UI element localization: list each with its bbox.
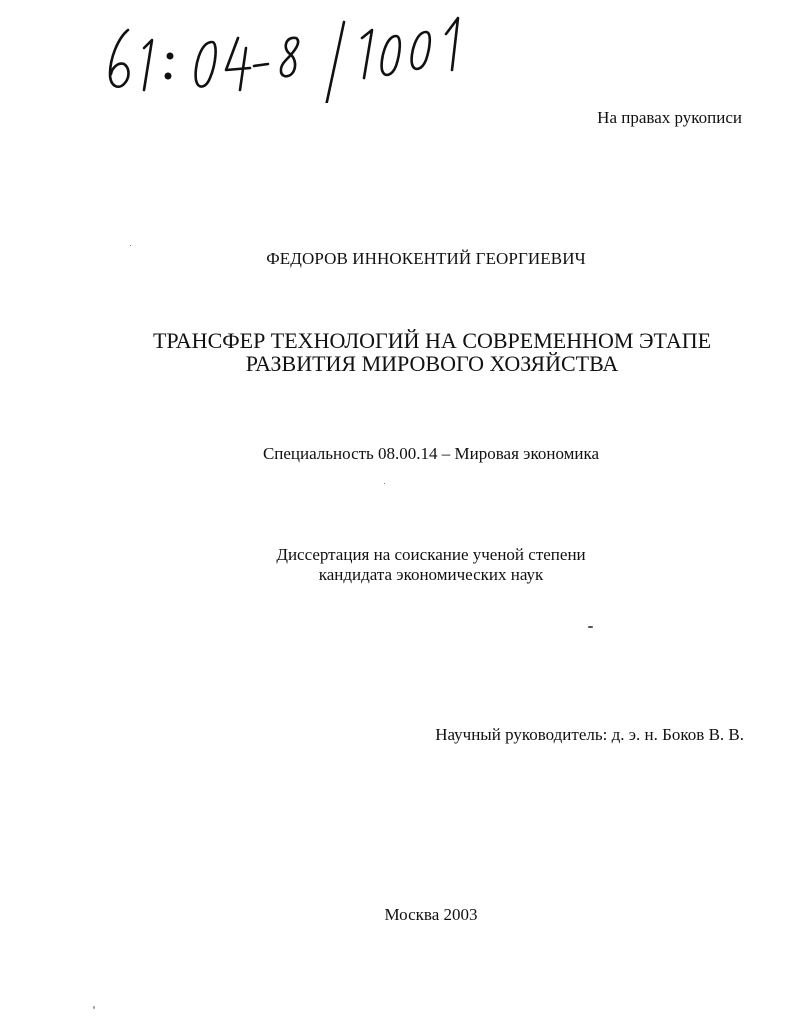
degree-statement (0, 545, 792, 585)
author-name: ФЕДОРОВ ИННОКЕНТИЙ ГЕОРГИЕВИЧ (266, 249, 586, 268)
scientific-advisor: Научный руководитель: д. э. н. Боков В. В. (435, 725, 744, 744)
specialty: Специальность 08.00.14 – Мировая экономика (262, 444, 600, 463)
degree-line-2: кандидата экономических наук (318, 565, 544, 584)
scan-speck (130, 245, 131, 246)
title-line-1: ТРАНСФЕР ТЕХНОЛОГИЙ НА СОВРЕМЕННОМ ЭТАПЕ (152, 328, 712, 353)
dissertation-title (0, 329, 792, 375)
handwritten-code-strokes (100, 8, 480, 103)
rights-note: На правах рукописи (597, 108, 742, 127)
city-and-year: Москва 2003 (384, 905, 478, 924)
scan-speck (588, 626, 593, 628)
title-line-2: РАЗВИТИЯ МИРОВОГО ХОЗЯЙСТВА (245, 351, 619, 376)
scan-speck (384, 483, 385, 484)
scan-speck (93, 1006, 95, 1009)
handwritten-catalog-number (100, 8, 480, 103)
degree-line-1: Диссертация на соискание ученой степени (276, 545, 586, 564)
